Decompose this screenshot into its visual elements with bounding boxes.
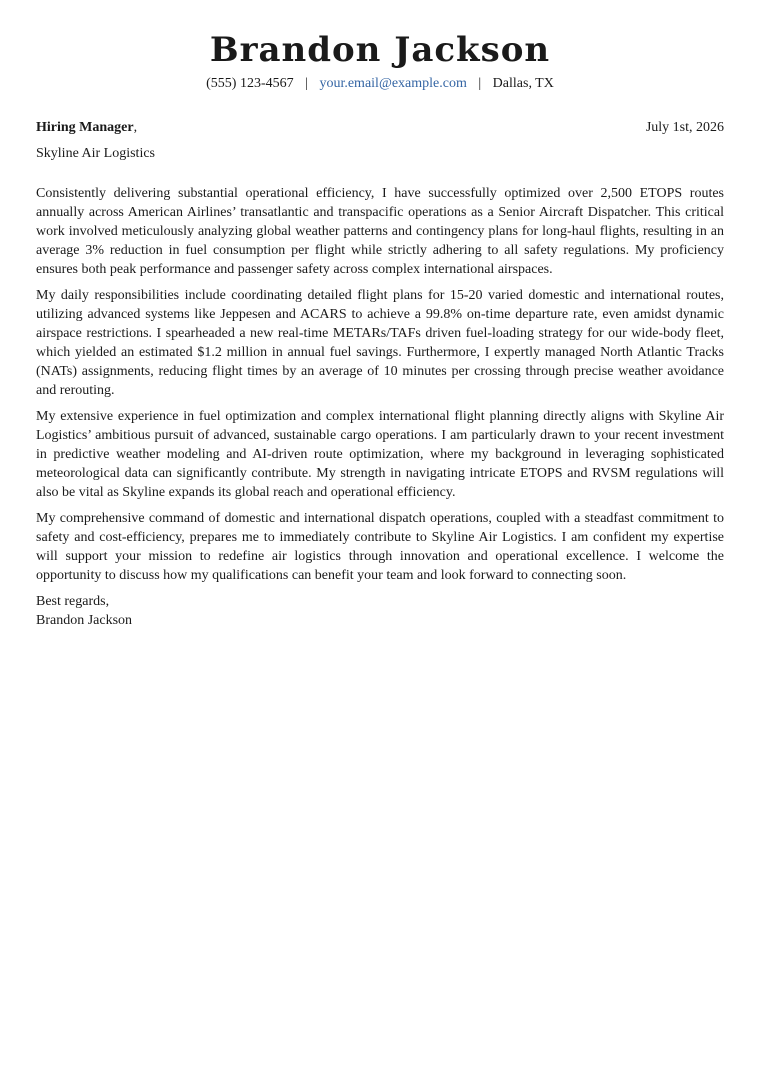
body-paragraph: My daily responsibilities include coordinating detailed flight plans for 15-20 varied domestic and international routes, utilizing advanced systems like Jeppesen and ACARS to achieve a 99.8% on-time departure rate, even amidst dynamic airspace restrictions. I spearheaded a new real-time METARs/TAFs driven fuel-loading strategy for our wide-body fleet, which yielded an estimated $1.2 million in annual fuel savings. Furthermore, I expertly managed North Atlantic Tracks (NATs) assignments, reducing flight times by an average of 10 minutes per crossing through precise weather avoidance and rerouting. bbox=[36, 288, 724, 398]
email-link[interactable]: your.email@example.com bbox=[319, 76, 467, 91]
recipient-comma: , bbox=[133, 120, 138, 135]
separator: | bbox=[478, 76, 482, 91]
phone-number: (555) 123-4567 bbox=[206, 76, 294, 91]
recipient-company: Skyline Air Logistics bbox=[36, 146, 155, 161]
body-paragraph: My comprehensive command of domestic and international dispatch operations, coupled with a steadfast commitment to safety and cost-efficiency, prepares me to immediately contribute to Skyline Air Logistics. I am confident my expertise will support your mission to redefine air logistics through innovation and operational excellence. I welcome the opportunity to discuss how my qualifications can benefit your team and look forward to connecting soon. bbox=[36, 511, 724, 583]
recipient-line bbox=[36, 118, 137, 138]
signature-name: Brandon Jackson bbox=[36, 613, 133, 628]
separator: | bbox=[305, 76, 308, 91]
recipient-title: Hiring Manager bbox=[36, 120, 134, 135]
letter-date: July 1st, 2026 bbox=[645, 120, 724, 135]
closing bbox=[36, 592, 724, 630]
letter-body bbox=[36, 184, 724, 585]
recipient-date-row bbox=[36, 118, 724, 138]
closing-salutation: Best regards, bbox=[36, 594, 110, 609]
contact-line bbox=[36, 74, 724, 94]
applicant-name: Brandon Jackson bbox=[209, 30, 551, 70]
location: Dallas, TX bbox=[492, 76, 554, 91]
body-paragraph: My extensive experience in fuel optimization and complex international flight planning directly aligns with Skyline Air Logistics’ ambitious pursuit of advanced, sustainable cargo operations. I am particularly drawn to your recent investment in predictive weather modeling and AI-driven route optimization, where my background in leveraging sophisticated meteorological data can significantly contribute. My strength in navigating intricate ETOPS and RVSM regulations will also be vital as Skyline expands its global reach and operational efficiency. bbox=[36, 409, 724, 500]
cover-letter bbox=[36, 0, 724, 630]
body-paragraph: Consistently delivering substantial operational efficiency, I have successfully optimized over 2,500 ETOPS routes annually across American Airlines’ transatlantic and transpacific operations as a Senior Aircraft Dispatcher. This critical work involved meticulously analyzing global weather patterns and contingency plans for long-haul flights, resulting in an average 3% reduction in fuel consumption per flight while strictly adhering to all safety regulations. My proficiency ensures both peak performance and passenger safety across complex international airspaces. bbox=[36, 186, 724, 277]
